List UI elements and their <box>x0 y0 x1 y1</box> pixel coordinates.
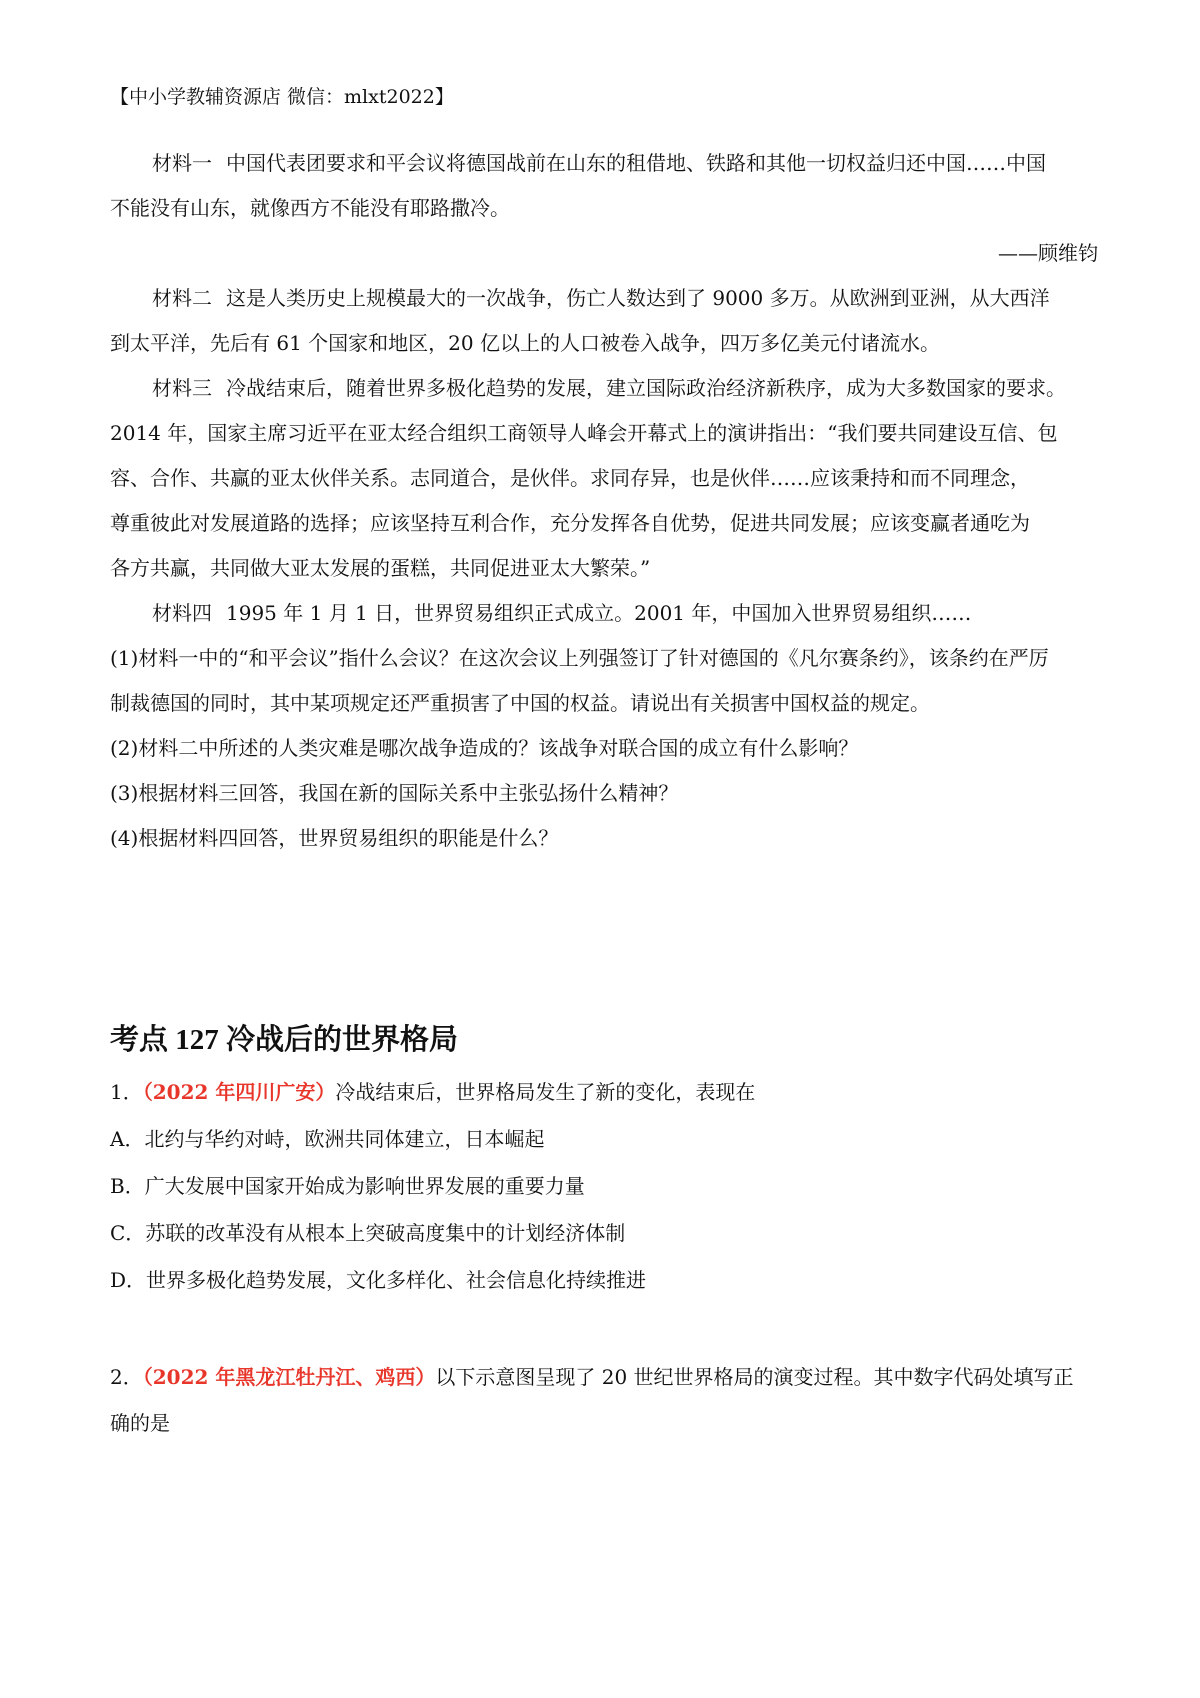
material-3-line-2: 2014 年，国家主席习近平在亚太经合组织工商领导人峰会开幕式上的演讲指出：“我们要共同建设互信、包 <box>110 421 1058 445</box>
material-4-text: 1995 年 1 月 1 日，世界贸易组织正式成立。2001 年，中国加入世界贸易组织…… <box>226 601 972 625</box>
material-1-line-2: 不能没有山东，就像西方不能没有耶路撒冷。 <box>110 196 510 220</box>
question-2: (2)材料二中所述的人类灾难是哪次战争造成的？该战争对联合国的成立有什么影响？ <box>110 736 859 760</box>
item-1-stem <box>110 1077 1100 1107</box>
material-1-text: 中国代表团要求和平会议将德国战前在山东的租借地、铁路和其他一切权益归还中国……中国 <box>226 151 1046 175</box>
question-3: (3)根据材料三回答，我国在新的国际关系中主张弘扬什么精神？ <box>110 781 679 805</box>
item-1-option-d: D．世界多极化趋势发展，文化多样化、社会信息化持续推进 <box>110 1268 647 1292</box>
item-2-source: （2022 年黑龙江牡丹江、鸡西） <box>142 1365 436 1389</box>
material-4-label: 材料四 <box>152 601 212 625</box>
item-1-option-a: A．北约与华约对峙，欧洲共同体建立，日本崛起 <box>110 1127 545 1151</box>
section-title: 考点 127 冷战后的世界格局 <box>110 1024 459 1056</box>
item-2-stem-line-2: 确的是 <box>110 1411 170 1435</box>
material-3-text: 冷战结束后，随着世界多极化趋势的发展，建立国际政治经济新秩序，成为大多数国家的要求。 <box>226 376 1066 400</box>
item-2-stem-line-1 <box>110 1362 1100 1392</box>
item-1-number: 1． <box>110 1080 143 1104</box>
material-2-line-1 <box>152 283 1100 313</box>
item-2-stem-text: 以下示意图呈现了 20 世纪世界格局的演变过程。其中数字代码处填写正 <box>435 1365 1074 1389</box>
material-4-line-1 <box>152 598 1100 628</box>
material-3-line-5: 各方共赢，共同做大亚太发展的蛋糕，共同促进亚太大繁荣。” <box>110 556 651 580</box>
material-2-text: 这是人类历史上规模最大的一次战争，伤亡人数达到了 9000 多万。从欧洲到亚洲，从大西洋 <box>226 286 1050 310</box>
material-2-label: 材料二 <box>152 286 212 310</box>
item-1-stem-text: 冷战结束后，世界格局发生了新的变化，表现在 <box>335 1080 756 1104</box>
page-header: 【中小学教辅资源店 微信：mlxt2022】 <box>110 86 454 108</box>
material-3-label: 材料三 <box>152 376 212 400</box>
question-1-line-2: 制裁德国的同时，其中某项规定还严重损害了中国的权益。请说出有关损害中国权益的规定。 <box>110 691 930 715</box>
item-1-source: （2022 年四川广安） <box>142 1080 336 1104</box>
item-1-option-b: B．广大发展中国家开始成为影响世界发展的重要力量 <box>110 1174 585 1198</box>
item-2-number: 2． <box>110 1365 143 1389</box>
material-3-line-1 <box>152 373 1100 403</box>
material-2-line-2: 到太平洋，先后有 61 个国家和地区，20 亿以上的人口被卷入战争，四万多亿美元付诸流水。 <box>110 331 940 355</box>
material-1-attribution: ——顾维钧 <box>998 241 1098 265</box>
question-4: (4)根据材料四回答，世界贸易组织的职能是什么？ <box>110 826 559 850</box>
item-1-option-c: C．苏联的改革没有从根本上突破高度集中的计划经济体制 <box>110 1221 626 1245</box>
question-1-line-1: (1)材料一中的“和平会议”指什么会议？在这次会议上列强签订了针对德国的《凡尔赛条约》，该条约在严厉 <box>110 646 1049 670</box>
material-3-line-3: 容、合作、共赢的亚太伙伴关系。志同道合，是伙伴。求同存异，也是伙伴……应该秉持和而不同理念， <box>110 466 1030 490</box>
material-1-line-1 <box>152 148 1100 178</box>
material-3-line-4: 尊重彼此对发展道路的选择；应该坚持互利合作，充分发挥各自优势，促进共同发展；应该变赢者通吃为 <box>110 511 1030 535</box>
material-1-label: 材料一 <box>152 151 212 175</box>
